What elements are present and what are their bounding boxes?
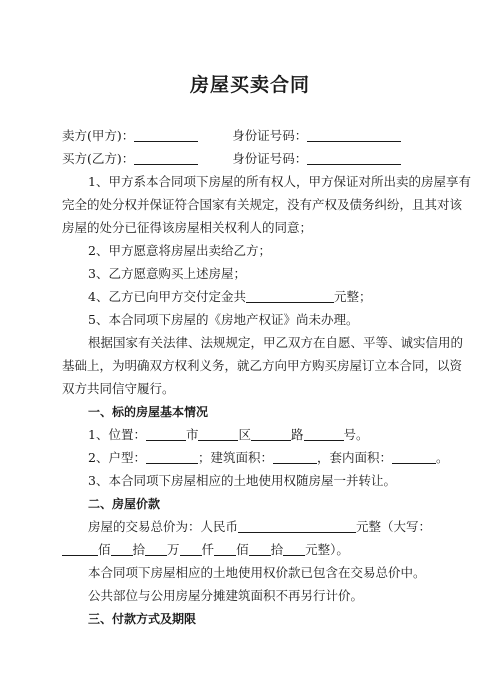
area-label: ；建筑面积： [197, 450, 273, 465]
section3-heading: 三、付款方式及期限 [88, 612, 197, 626]
city-label: 市 [185, 427, 199, 442]
district-blank [198, 428, 238, 441]
bai-blank [62, 543, 98, 556]
bai-label: 佰 [98, 542, 111, 557]
price-blank [238, 520, 356, 533]
bai2-blank [214, 543, 236, 556]
layout-blank [146, 451, 198, 464]
layout-line [88, 450, 478, 466]
qian-blank [180, 543, 202, 556]
seller-label: 卖方(甲方)： [62, 128, 135, 143]
buyer-name-blank [134, 152, 198, 165]
preamble-line2: 基础上，为明确双方权利义务，就乙方向甲方购买房屋订立本合同，以资 [62, 358, 463, 373]
wan-label: 万 [167, 542, 180, 557]
district-label: 区 [238, 427, 251, 442]
price-suffix: 元整（大写： [356, 519, 432, 534]
clause1-line3: 房屋的处分已征得该房屋相关权利人的同意； [62, 220, 313, 235]
inner-area-label: ，套内面积： [316, 450, 392, 465]
buyer-id-label: 身份证号码： [232, 151, 308, 166]
price-line [88, 519, 478, 535]
clause2: 2、甲方愿意将房屋出卖给乙方； [88, 243, 271, 258]
seller-id-label: 身份证号码： [232, 128, 308, 143]
clause3: 3、乙方愿意购买上述房屋； [88, 266, 246, 281]
clause4 [88, 289, 478, 305]
section2-heading: 二、房屋价款 [88, 497, 161, 511]
bai2-label: 佰 [236, 542, 249, 557]
yuan-blank [283, 543, 305, 556]
number-blank [304, 428, 344, 441]
clause1-line1: 1、甲方系本合同项下房屋的所有权人，甲方保证对所出卖的房屋享有 [88, 174, 471, 189]
area-blank [273, 451, 317, 464]
section1-heading: 一、标的房屋基本情况 [88, 405, 209, 419]
shi-blank [111, 543, 133, 556]
wan-blank [145, 543, 167, 556]
location-line [88, 427, 478, 443]
deposit-blank [246, 290, 334, 303]
clause4-prefix: 4、乙方已向甲方交付定金共 [88, 289, 246, 304]
document-title: 房屋买卖合同 [189, 74, 310, 96]
shared-area-note: 公共部位与公用房屋分摊建筑面积不再另行计价。 [88, 588, 364, 603]
inner-area-blank [392, 451, 436, 464]
layout-label: 2、户型： [88, 450, 146, 465]
location-label: 1、位置： [88, 427, 146, 442]
seller-id-blank [307, 129, 401, 142]
buyer-label: 买方(乙方)： [62, 151, 135, 166]
yuan-end: 元整）。 [305, 542, 349, 557]
buyer-line [62, 151, 452, 167]
buyer-id-blank [307, 152, 401, 165]
city-blank [146, 428, 186, 441]
land-line: 3、本合同项下房屋相应的土地使用权随房屋一并转让。 [88, 473, 396, 488]
qian-label: 仟 [201, 542, 215, 557]
clause5: 5、本合同项下房屋的《房地产权证》尚未办理。 [88, 312, 359, 327]
preamble-line3: 双方共同信守履行。 [62, 381, 175, 396]
clause4-suffix: 元整； [333, 289, 372, 304]
price-prefix: 房屋的交易总价为：人民币 [88, 519, 239, 534]
road-label: 路 [290, 427, 304, 442]
layout-end: 。 [435, 450, 449, 465]
clause1-line2: 完全的处分权并保证符合国家有关规定，没有产权及债务纠纷，且其对该 [62, 197, 463, 212]
road-blank [251, 428, 291, 441]
shi2-blank [249, 543, 271, 556]
seller-line [62, 128, 452, 144]
preamble-line1: 根据国家有关法律、法规规定，甲乙双方在自愿、平等、诚实信用的 [88, 335, 464, 350]
land-price-note: 本合同项下房屋相应的土地使用权价款已包含在交易总价中。 [88, 565, 426, 580]
shi-label: 拾 [132, 542, 146, 557]
seller-name-blank [134, 129, 198, 142]
shi2-label: 拾 [270, 542, 284, 557]
price-words-line [62, 542, 452, 558]
number-label: 号。 [343, 427, 369, 442]
